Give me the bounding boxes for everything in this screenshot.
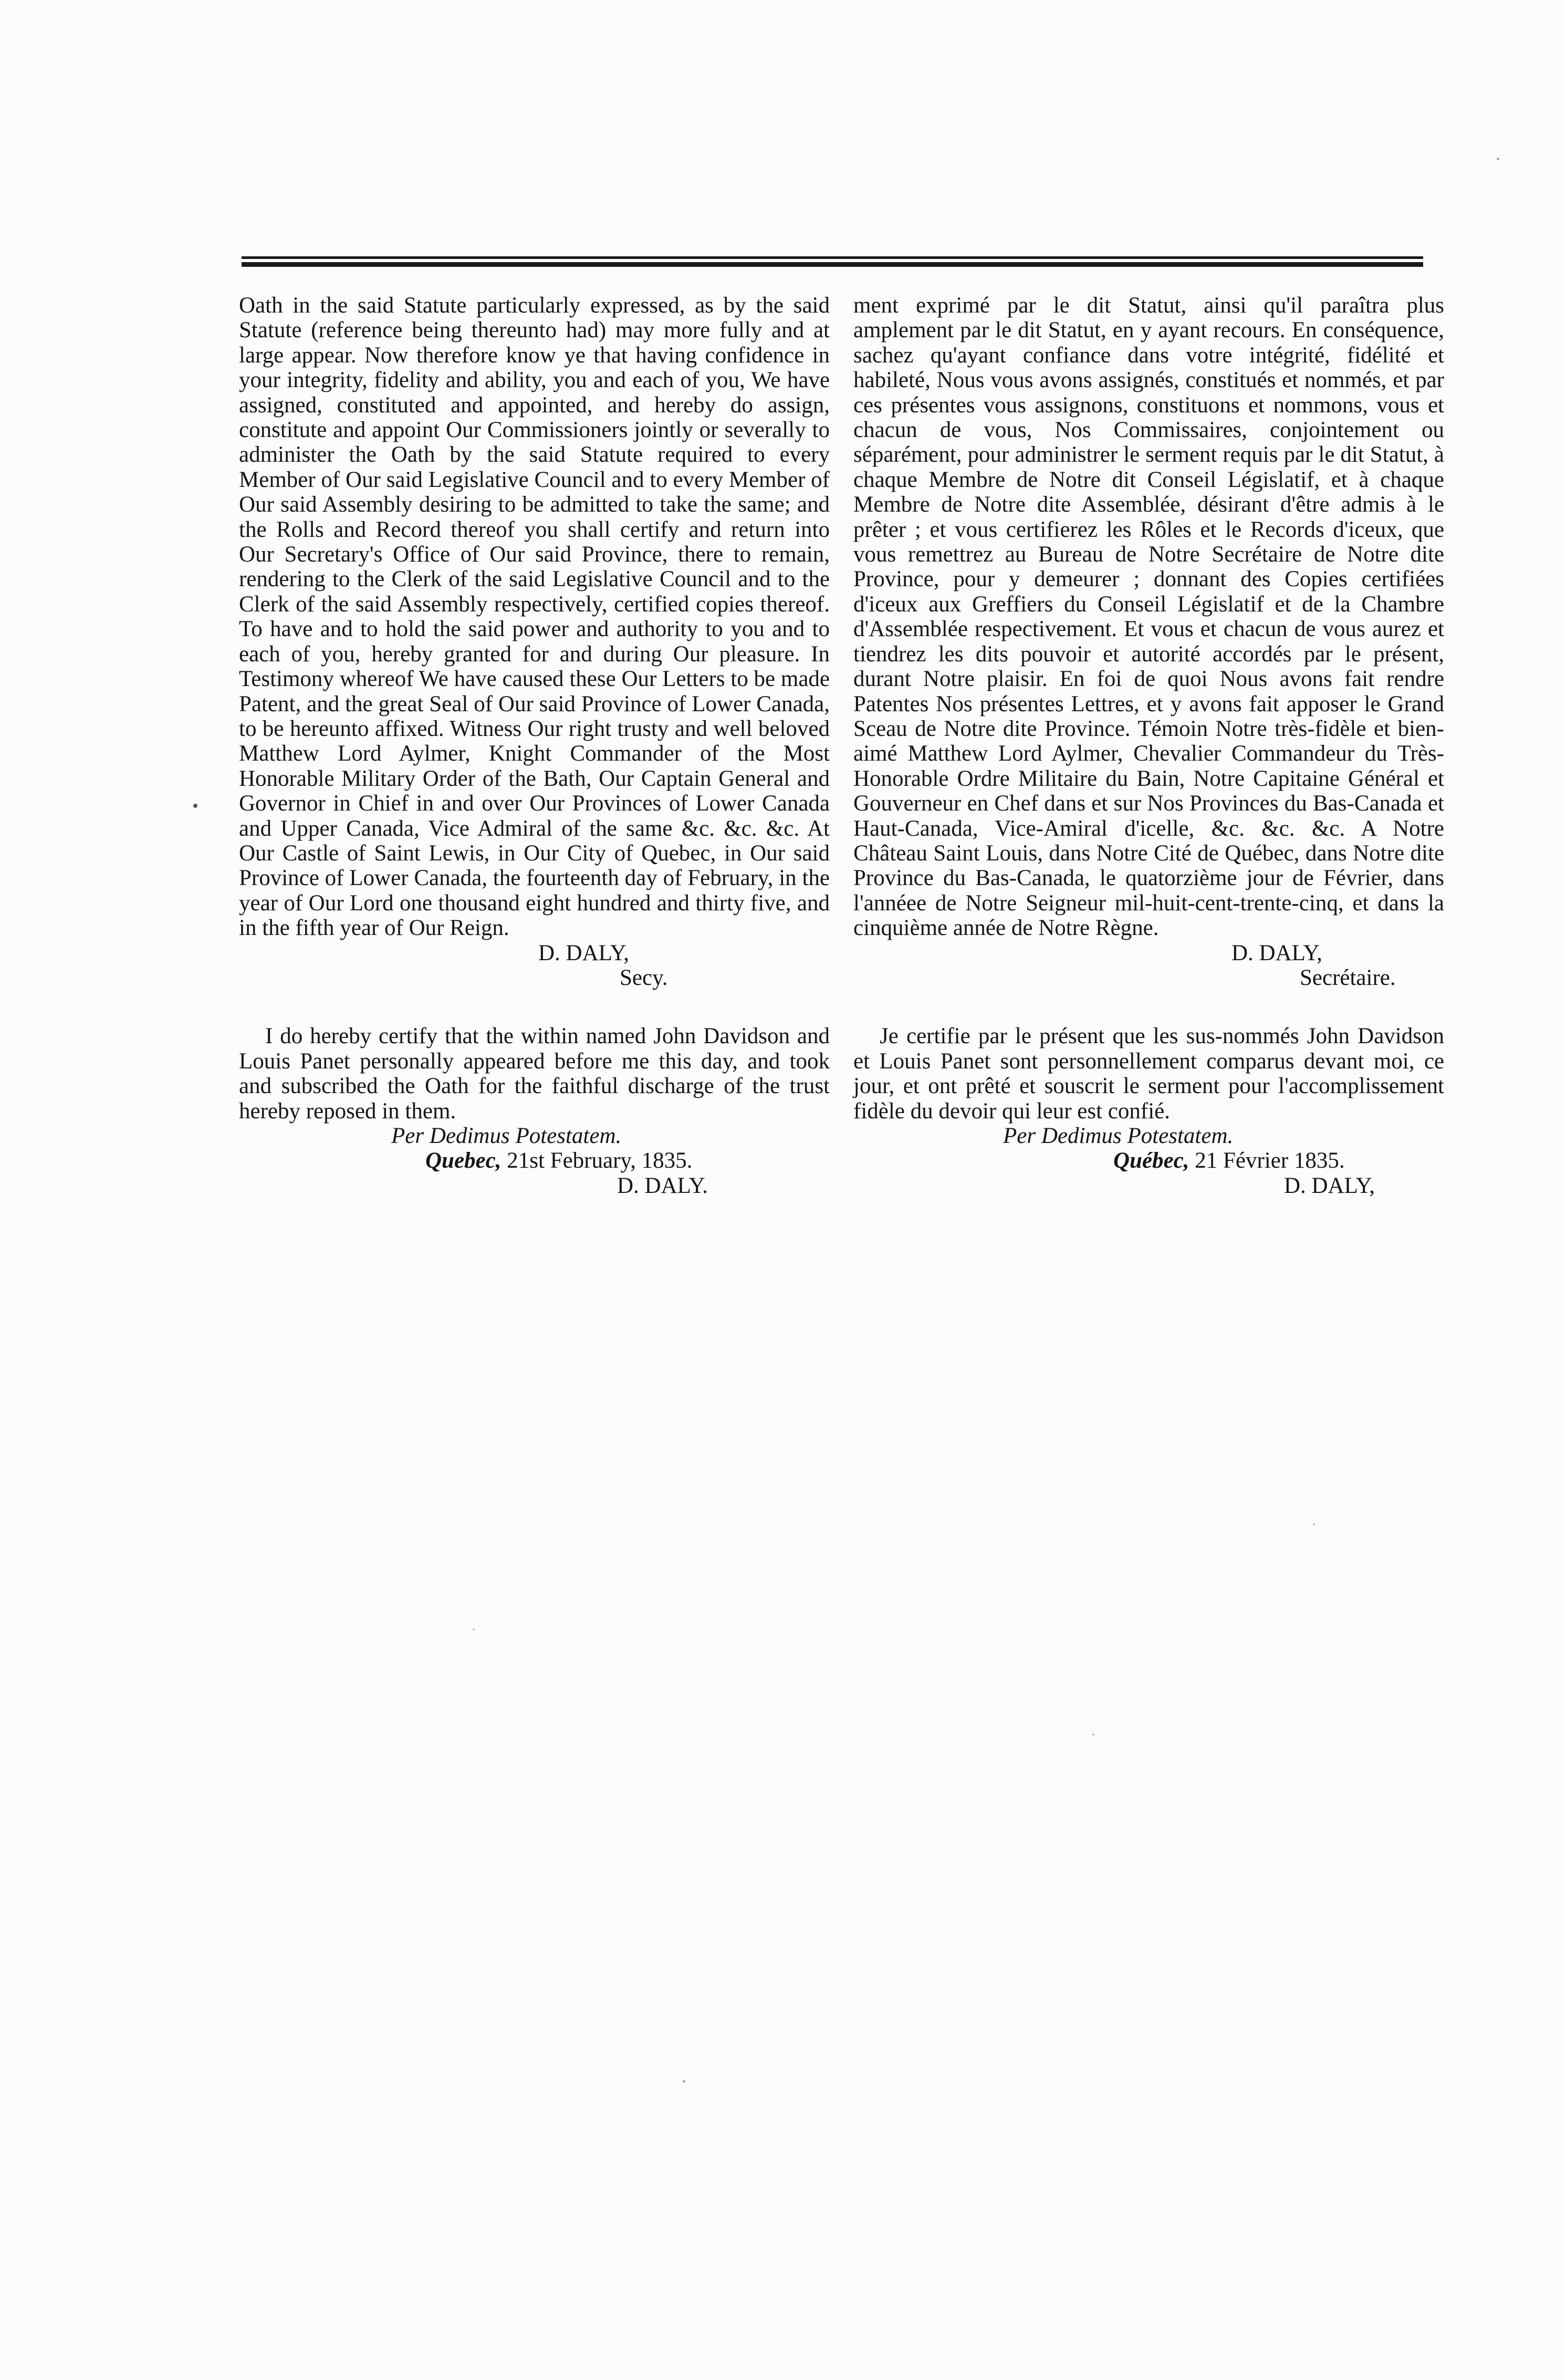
scan-speck [1092, 1733, 1094, 1735]
french-date-place: Québec, [1113, 1148, 1189, 1173]
english-date-text: 21st February, 1835. [501, 1148, 693, 1173]
scan-speck [683, 2080, 685, 2083]
english-final-signature: D. DALY. [617, 1173, 708, 1198]
french-signature-title: Secrétaire. [1300, 965, 1396, 990]
french-final-signature: D. DALY, [1284, 1173, 1375, 1198]
scan-speck [193, 804, 197, 808]
scan-speck [1313, 1523, 1315, 1525]
french-dedimus-line: Per Dedimus Potestatem. [1003, 1124, 1234, 1148]
english-dedimus-line: Per Dedimus Potestatem. [391, 1124, 622, 1148]
english-date-line [239, 1148, 830, 1173]
scan-speck [473, 1628, 475, 1630]
header-double-rule [242, 256, 1423, 267]
french-column [853, 293, 1444, 1198]
english-signature-title: Secy. [620, 965, 668, 990]
french-commission-text: ment exprimé par le dit Statut, ainsi qu'il paraîtra plus amplement par le dit Statut, en y ayant recours. En conséquence, sachez qu'ayant confiance dans votre intégrité, fidélité et habileté, Nous vous avons assignés, constitués et nommés, et par ces présentes vous assignons, constituons et nommons, vous et chacun de vous, Nos Commissaires, conjointement ou séparément, pour administrer le serment requis par le dit Statut, à chaque Membre de Notre dit Conseil Législatif, et à chaque Membre de Notre dite Assemblée, désirant d'être admis à le prêter ; et vous certifierez les Rôles et le Records d'iceux, que vous remettrez au Bureau de Notre Secrétaire de Notre dite Province, pour y demeurer ; donnant des Copies certifiées d'iceux aux Greffiers du Conseil Législatif et de la Chambre d'Assemblée respectivement. Et vous et chacun de vous aurez et tiendrez les dits pouvoir et autorité accordés par le présent, durant Notre plaisir. En foi de quoi Nous avons fait rendre Patentes Nos présentes Lettres, et y avons fait apposer le Grand Sceau de Notre dite Province. Témoin Notre très-fidèle et bien-aimé Matthew Lord Aylmer, Chevalier Commandeur du Très-Honorable Ordre Militaire du Bain, Notre Capitaine Général et Gouverneur en Chef dans et sur Nos Provinces du Bas-Canada et Haut-Canada, Vice-Amiral d'icelle, &c. &c. &c. A Notre Château Saint Louis, dans Notre Cité de Québec, dans Notre dite Province du Bas-Canada, le quatorzième jour de Février, dans l'annéee de Notre Seigneur mil-huit-cent-trente-cinq, et dans la cinquième année de Notre Règne. [853, 293, 1444, 941]
english-column [239, 293, 830, 1198]
english-commission-text: Oath in the said Statute particularly expressed, as by the said Statute (reference being thereunto had) may more fully and at large appear. Now therefore know ye that having confidence in your integrity, fidelity and ability, you and each of you, We have assigned, constituted and appointed, and hereby do assign, constitute and appoint Our Commissioners jointly or severally to administer the Oath by the said Statute required to every Member of Our said Legislative Council and to every Member of Our said Assembly desiring to be admitted to take the same; and the Rolls and Record thereof you shall certify and return into Our Secretary's Office of Our said Province, there to remain, rendering to the Clerk of the said Legislative Council and to the Clerk of the said Assembly respectively, certified copies thereof. To have and to hold the said power and authority to you and to each of you, hereby granted for and during Our pleasure. In Testimony whereof We have caused these Our Letters to be made Patent, and the great Seal of Our said Province of Lower Canada, to be hereunto affixed. Witness Our right trusty and well beloved Matthew Lord Aylmer, Knight Commander of the Most Honorable Military Order of the Bath, Our Captain General and Governor in Chief in and over Our Provinces of Lower Canada and Upper Canada, Vice Admiral of the same &c. &c. &c. At Our Castle of Saint Lewis, in Our City of Quebec, in Our said Province of Lower Canada, the fourteenth day of February, in the year of Our Lord one thousand eight hundred and thirty five, and in the fifth year of Our Reign. [239, 293, 830, 941]
english-date-place: Quebec, [425, 1148, 502, 1173]
scan-speck [1497, 158, 1499, 160]
french-certificate-text: Je certifie par le présent que les sus-nommés John Davidson et Louis Panet sont personnellement comparus devant moi, ce jour, et ont prêté et souscrit le serment pour l'accomplissement fidèle du devoir qui leur est confié. [853, 1024, 1444, 1124]
french-signature-name: D. DALY, [1231, 940, 1322, 965]
english-signature-name: D. DALY, [538, 940, 629, 965]
french-date-text: 21 Février 1835. [1189, 1148, 1345, 1173]
french-date-line [853, 1148, 1444, 1173]
english-certificate-text: I do hereby certify that the within named John Davidson and Louis Panet personally appeared before me this day, and took and subscribed the Oath for the faithful discharge of the trust hereby reposed in them. [239, 1024, 830, 1124]
